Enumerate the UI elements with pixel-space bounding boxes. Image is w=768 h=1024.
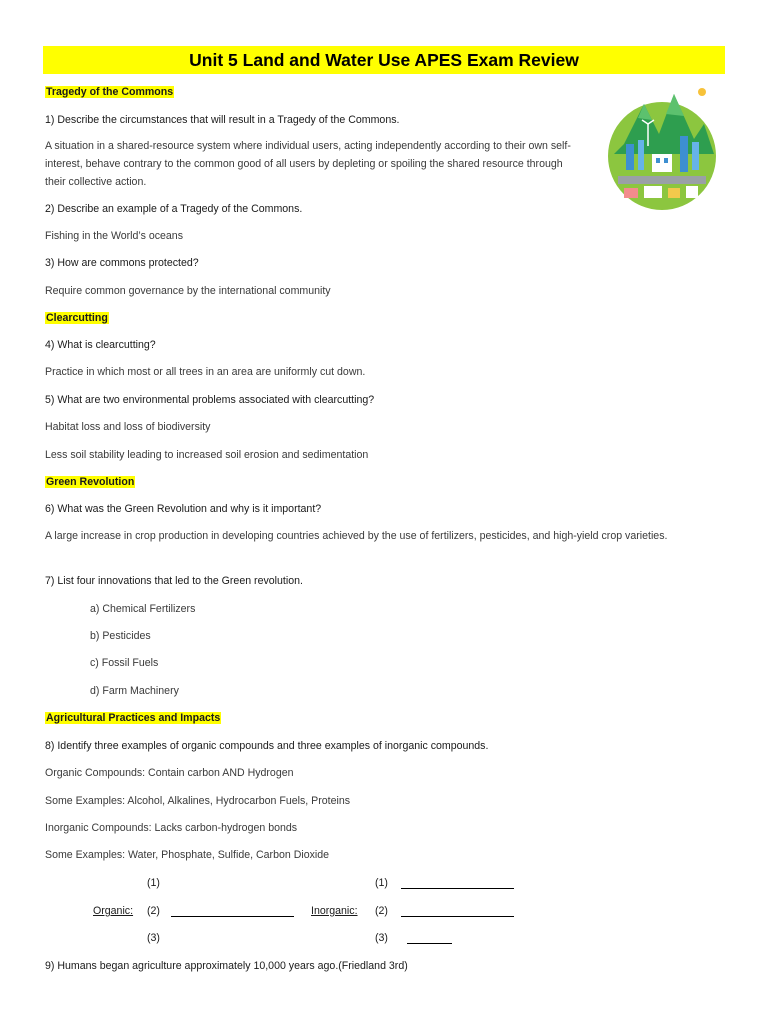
question-6: 6) What was the Green Revolution and why is it important? [45, 503, 322, 515]
answer-4: Practice in which most or all trees in an area are uniformly cut down. [45, 366, 366, 378]
question-8: 8) Identify three examples of organic compounds and three examples of inorganic compounds. [45, 740, 489, 752]
title-banner [43, 46, 725, 74]
answer-5b: Less soil stability leading to increased soil erosion and sedimentation [45, 449, 369, 461]
section-heading-green-revolution: Green Revolution [46, 476, 135, 488]
section-heading-agriculture: Agricultural Practices and Impacts [46, 712, 221, 724]
question-4: 4) What is clearcutting? [45, 339, 156, 351]
answer-1: A situation in a shared-resource system where individual users, acting independently according to their own self-interest, behave contrary to the common good of all users by depleting or spoiling the shared resource through their collective action. [45, 140, 571, 188]
answer-8b: Some Examples: Alcohol, Alkalines, Hydrocarbon Fuels, Proteins [45, 795, 351, 807]
answer-7a: a) Chemical Fertilizers [90, 603, 196, 615]
question-1: 1) Describe the circumstances that will result in a Tragedy of the Commons. [45, 114, 400, 126]
organic-blank-2[interactable] [171, 916, 294, 917]
question-2: 2) Describe an example of a Tragedy of the Commons. [45, 203, 303, 215]
organic-label: Organic: [93, 905, 134, 917]
eco-globe-illustration [604, 84, 720, 212]
page-title: Unit 5 Land and Water Use APES Exam Review [189, 49, 579, 70]
question-9: 9) Humans began agriculture approximately 10,000 years ago.(Friedland 3rd) [45, 960, 408, 972]
answer-2: Fishing in the World’s oceans [45, 230, 183, 242]
answer-8c: Inorganic Compounds: Lacks carbon-hydrogen bonds [45, 822, 298, 834]
answer-5a: Habitat loss and loss of biodiversity [45, 421, 211, 433]
question-3: 3) How are commons protected? [45, 257, 199, 269]
answer-7c: c) Fossil Fuels [90, 657, 159, 669]
answer-7d: d) Farm Machinery [90, 685, 179, 697]
answer-8a: Organic Compounds: Contain carbon AND Hydrogen [45, 767, 294, 779]
question-7: 7) List four innovations that led to the Green revolution. [45, 575, 303, 587]
question-5: 5) What are two environmental problems associated with clearcutting? [45, 394, 375, 406]
answer-8d: Some Examples: Water, Phosphate, Sulfide, Carbon Dioxide [45, 849, 330, 861]
inorganic-label: Inorganic: [311, 905, 358, 917]
inorganic-blank-1[interactable] [401, 888, 514, 889]
inorganic-blank-3[interactable] [407, 943, 452, 944]
answer-3: Require common governance by the international community [45, 285, 331, 297]
inorganic-number-1: (1) [375, 877, 388, 889]
answer-7b: b) Pesticides [90, 630, 151, 642]
section-heading-tragedy: Tragedy of the Commons [46, 86, 174, 98]
organic-number-3: (3) [147, 932, 160, 944]
organic-number-1: (1) [147, 877, 160, 889]
answer-6: A large increase in crop production in developing countries achieved by the use of fertilizers, pesticides, and high-yield crop varieties. [45, 530, 668, 542]
section-heading-clearcutting: Clearcutting [46, 312, 108, 324]
organic-number-2: (2) [147, 905, 160, 917]
inorganic-number-2: (2) [375, 905, 388, 917]
inorganic-blank-2[interactable] [401, 916, 514, 917]
inorganic-number-3: (3) [375, 932, 388, 944]
